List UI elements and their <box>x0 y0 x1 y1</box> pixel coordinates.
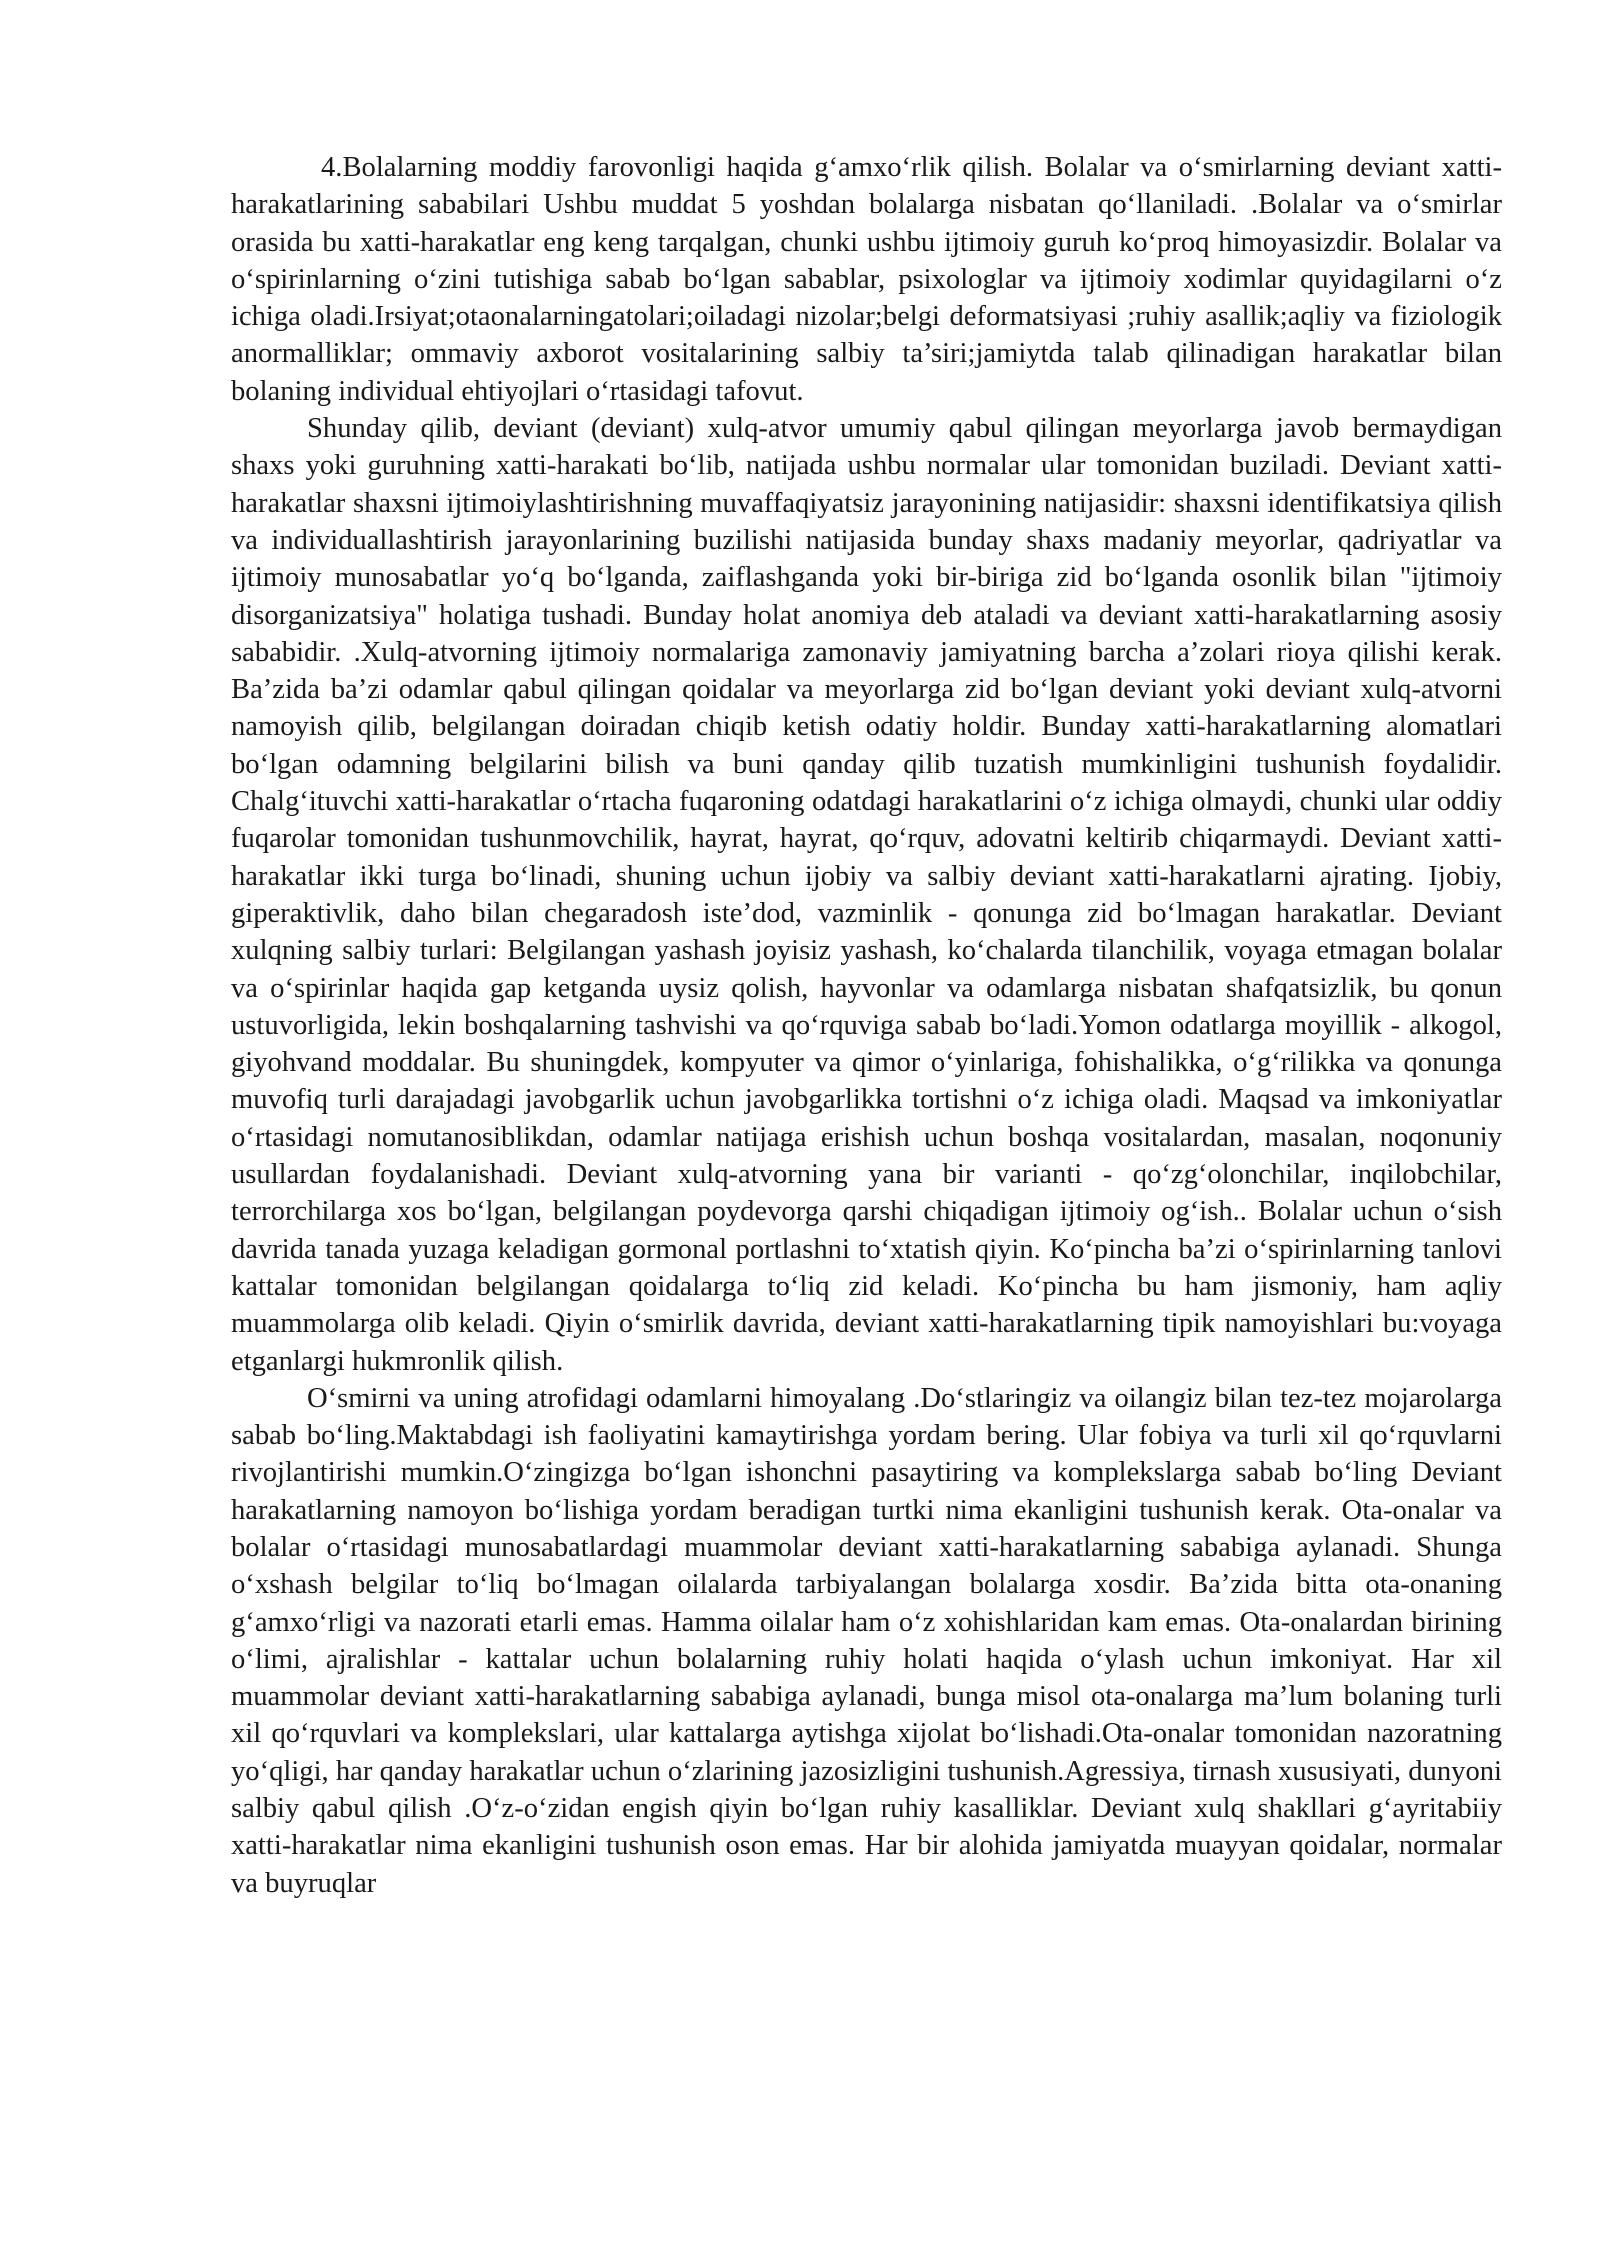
paragraph-2: Shunday qilib, deviant (deviant) xulq-atvor umumiy qabul qilingan meyorlarga javob bermaydigan shaxs yoki guruhning xatti-harakati boʻlib, natijada ushbu normalar ular tomonidan buziladi. Deviant xatti-harakatlar shaxsni ijtimoiylashtirishning muvaffaqiyatsiz jarayonining natijasidir: shaxsni identifikatsiya qilish va individuallashtirish jarayonlarining buzilishi natijasida bunday shaxs madaniy meyorlar, qadriyatlar va ijtimoiy munosabatlar yoʻq boʻlganda, zaiflashganda yoki bir-biriga zid boʻlganda osonlik bilan "ijtimoiy disorganizatsiya" holatiga tushadi. Bunday holat anomiya deb ataladi va deviant xatti-harakatlarning asosiy sababidir. .Xulq-atvorning ijtimoiy normalariga zamonaviy jamiyatning barcha a’zolari rioya qilishi kerak. Ba’zida ba’zi odamlar qabul qilingan qoidalar va meyorlarga zid boʻlgan deviant yoki deviant xulq-atvorni namoyish qilib, belgilangan doiradan chiqib ketish odatiy holdir. Bunday xatti-harakatlarning alomatlari boʻlgan odamning belgilarini bilish va buni qanday qilib tuzatish mumkinligini tushunish foydalidir. Chalgʻituvchi xatti-harakatlar oʻrtacha fuqaroning odatdagi harakatlarini oʻz ichiga olmaydi, chunki ular oddiy fuqarolar tomonidan tushunmovchilik, hayrat, hayrat, qoʻrquv, adovatni keltirib chiqarmaydi. Deviant xatti-harakatlar ikki turga boʻlinadi, shuning uchun ijobiy va salbiy deviant xatti-harakatlarni ajrating. Ijobiy, giperaktivlik, daho bilan chegaradosh iste’dod, vazminlik - qonunga zid boʻlmagan harakatlar. Deviant xulqning salbiy turlari: Belgilangan yashash joyisiz yashash, koʻchalarda tilanchilik, voyaga etmagan bolalar va oʻspirinlar haqida gap ketganda uysiz qolish, hayvonlar va odamlarga nisbatan shafqatsizlik, bu qonun ustuvorligida, lekin boshqalarning tashvishi va qoʻrquviga sabab boʻladi.Yomon odatlarga moyillik - alkogol, giyohvand moddalar. Bu shuningdek, kompyuter va qimor oʻyinlariga, fohishalikka, oʻgʻrilikka va qonunga muvofiq turli darajadagi javobgarlik uchun javobgarlikka tortishni oʻz ichiga oladi. Maqsad va imkoniyatlar oʻrtasidagi nomutanosiblikdan, odamlar natijaga erishish uchun boshqa vositalardan, masalan, noqonuniy usullardan foydalanishadi. Deviant xulq-atvorning yana bir varianti - qoʻzgʻolonchilar, inqilobchilar, terrorchilarga xos boʻlgan, belgilangan poydevorga qarshi chiqadigan ijtimoiy ogʻish.. Bolalar uchun oʻsish davrida tanada yuzaga keladigan gormonal portlashni toʻxtatish qiyin. Koʻpincha ba’zi oʻspirinlarning tanlovi kattalar tomonidan belgilangan qoidalarga toʻliq zid keladi. Koʻpincha bu ham jismoniy, ham aqliy muammolarga olib keladi. Qiyin oʻsmirlik davrida, deviant xatti-harakatlarning tipik namoyishlari bu:voyaga etganlargi hukmronlik qilish. <box>231 413 1502 1377</box>
paragraph-3: Oʻsmirni va uning atrofidagi odamlarni himoyalang .Doʻstlaringiz va oilangiz bilan tez-tez mojarolarga sabab boʻling.Maktabdagi ish faoliyatini kamaytirishga yordam bering. Ular fobiya va turli xil qoʻrquvlarni rivojlantirishi mumkin.Oʻzingizga boʻlgan ishonchni pasaytiring va komplekslarga sabab boʻling Deviant harakatlarning namoyon boʻlishiga yordam beradigan turtki nima ekanligini tushunish kerak. Ota-onalar va bolalar oʻrtasidagi munosabatlardagi muammolar deviant xatti-harakatlarning sababiga aylanadi. Shunga oʻxshash belgilar toʻliq boʻlmagan oilalarda tarbiyalangan bolalarga xosdir. Ba’zida bitta ota-onaning gʻamxoʻrligi va nazorati etarli emas. Hamma oilalar ham oʻz xohishlaridan kam emas. Ota-onalardan birining oʻlimi, ajralishlar - kattalar uchun bolalarning ruhiy holati haqida oʻylash uchun imkoniyat. Har xil muammolar deviant xatti-harakatlarning sababiga aylanadi, bunga misol ota-onalarga ma’lum bolaning turli xil qoʻrquvlari va komplekslari, ular kattalarga aytishga xijolat boʻlishadi.Ota-onalar tomonidan nazoratning yoʻqligi, har qanday harakatlar uchun oʻzlarining jazosizligini tushunish.Agressiya, tirnash xususiyati, dunyoni salbiy qabul qilish .Oʻz-oʻzidan engish qiyin boʻlgan ruhiy kasalliklar. Deviant xulq shakllari gʻayritabiiy xatti-harakatlar nima ekanligini tushunish oson emas. Har bir alohida jamiyatda muayyan qoidalar, normalar va buyruqlar <box>231 1382 1502 1899</box>
paragraph-1: 4.Bolalarning moddiy farovonligi haqida gʻamxoʻrlik qilish. Bolalar va oʻsmirlarning deviant xatti-harakatlarining sababilari Ushbu muddat 5 yoshdan bolalarga nisbatan qoʻllaniladi. .Bolalar va oʻsmirlar orasida bu xatti-harakatlar eng keng tarqalgan, chunki ushbu ijtimoiy guruh koʻproq himoyasizdir. Bolalar va oʻspirinlarning oʻzini tutishiga sabab boʻlgan sabablar, psixologlar va ijtimoiy xodimlar quyidagilarni oʻz ichiga oladi.Irsiyat;otaonalarningatolari;oiladagi nizolar;belgi deformatsiyasi ;ruhiy asallik;aqliy va fiziologik anormalliklar; ommaviy axborot vositalarining salbiy ta’siri;jamiytda talab qilinadigan harakatlar bilan bolaning individual ehtiyojlari oʻrtasidagi tafovut. <box>231 152 1502 407</box>
document-page <box>231 149 1502 1902</box>
